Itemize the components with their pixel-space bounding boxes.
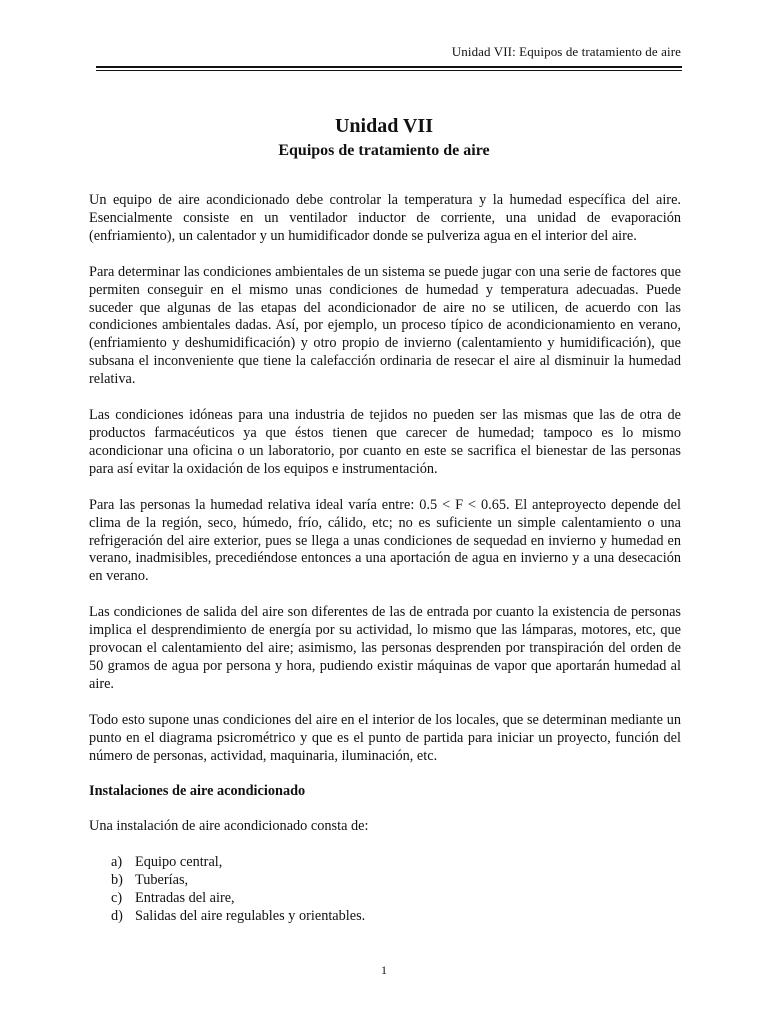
paragraph-3: Las condiciones idóneas para una industria de tejidos no pueden ser las mismas que las de otra de productos farmacéuticos ya que éstos tienen que carecer de humedad; tampoco es lo mismo acondicionar una oficina o un laboratorio, por cuanto en este se sacrifica el bienestar de las personas para así evitar la oxidación de los equipos e instrumentación. — [89, 407, 681, 477]
paragraph-6: Todo esto supone unas condiciones del aire en el interior de los locales, que se determinan mediante un punto en el diagrama psicrométrico y que es el punto de partida para iniciar un proyecto, función del número de personas, actividad, maquinaria, iluminación, etc. — [89, 711, 681, 764]
list-item — [89, 854, 681, 872]
list-item-text: Salidas del aire regulables y orientables. — [135, 908, 366, 924]
list-marker: b) — [111, 872, 123, 889]
paragraph-2: Para determinar las condiciones ambientales de un sistema se puede jugar con una serie de factores que permiten conseguir en el mismo unas condiciones de humedad y temperatura adecuadas. Puede suceder que algunas de las etapas del acondicionador de aire no se utilicen, de acuerdo con las condiciones ambientales dadas. Así, por ejemplo, un proceso típico de acondicionamiento en verano, (enfriamiento y deshumidificación) y otro propio de invierno (calentamiento y humidificación), que subsana el inconveniente que tiene la calefacción ordinaria de resecar el aire al disminuir la humedad relativa. — [89, 263, 681, 388]
body-text — [89, 192, 681, 926]
list-item — [89, 908, 681, 926]
list-item-text: Entradas del aire, — [135, 890, 235, 907]
paragraph-5: Las condiciones de salida del aire son diferentes de las de entrada por cuanto la existencia de personas implica el desprendimiento de energía por su actividad, lo mismo que las lámparas, motores, etc, que provocan el calentamiento del aire; asimismo, las personas desprenden por transpiración del orden de 50 gramos de agua por persona y hora, pudiendo existir máquinas de vapor que aportarán humedad al aire. — [89, 604, 681, 692]
list-marker: a) — [111, 854, 123, 871]
paragraph-4: Para las personas la humedad relativa ideal varía entre: 0.5 < F < 0.65. El anteproyecto depende del clima de la región, seco, húmedo, frío, cálido, etc; no es suficiente un simple calentamiento o una refrigeración del aire exterior, pues se llega a unas condiciones de sequedad en invierno y humedad en verano, inadmisibles, precediéndose entonces a una aportación de agua en invierno y a una desecación en verano. — [89, 496, 681, 585]
components-list — [89, 854, 681, 926]
running-header: Unidad VII: Equipos de tratamiento de aire — [451, 44, 681, 59]
header-rule-thin — [96, 70, 682, 71]
page-subtitle: Equipos de tratamiento de aire — [278, 142, 490, 159]
section-intro: Una instalación de aire acondicionado consta de: — [89, 818, 369, 835]
list-marker: d) — [111, 908, 123, 924]
paragraph-1: Un equipo de aire acondicionado debe controlar la temperatura y la humedad específica del aire. Esencialmente consiste en un ventilador inductor de corriente, una unidad de evaporación (enfriamiento), un calentador y un humidificador donde se pulveriza agua en el interior del aire. — [89, 192, 681, 244]
list-item-text: Tuberías, — [135, 872, 189, 889]
list-item — [89, 890, 681, 908]
list-item-text: Equipo central, — [135, 854, 223, 871]
page-number: 1 — [381, 963, 387, 977]
page-title: Unidad VII — [334, 115, 434, 137]
section-heading: Instalaciones de aire acondicionado — [89, 783, 306, 800]
list-marker: c) — [111, 890, 123, 907]
list-item — [89, 872, 681, 890]
header-rule-thick — [96, 66, 682, 68]
